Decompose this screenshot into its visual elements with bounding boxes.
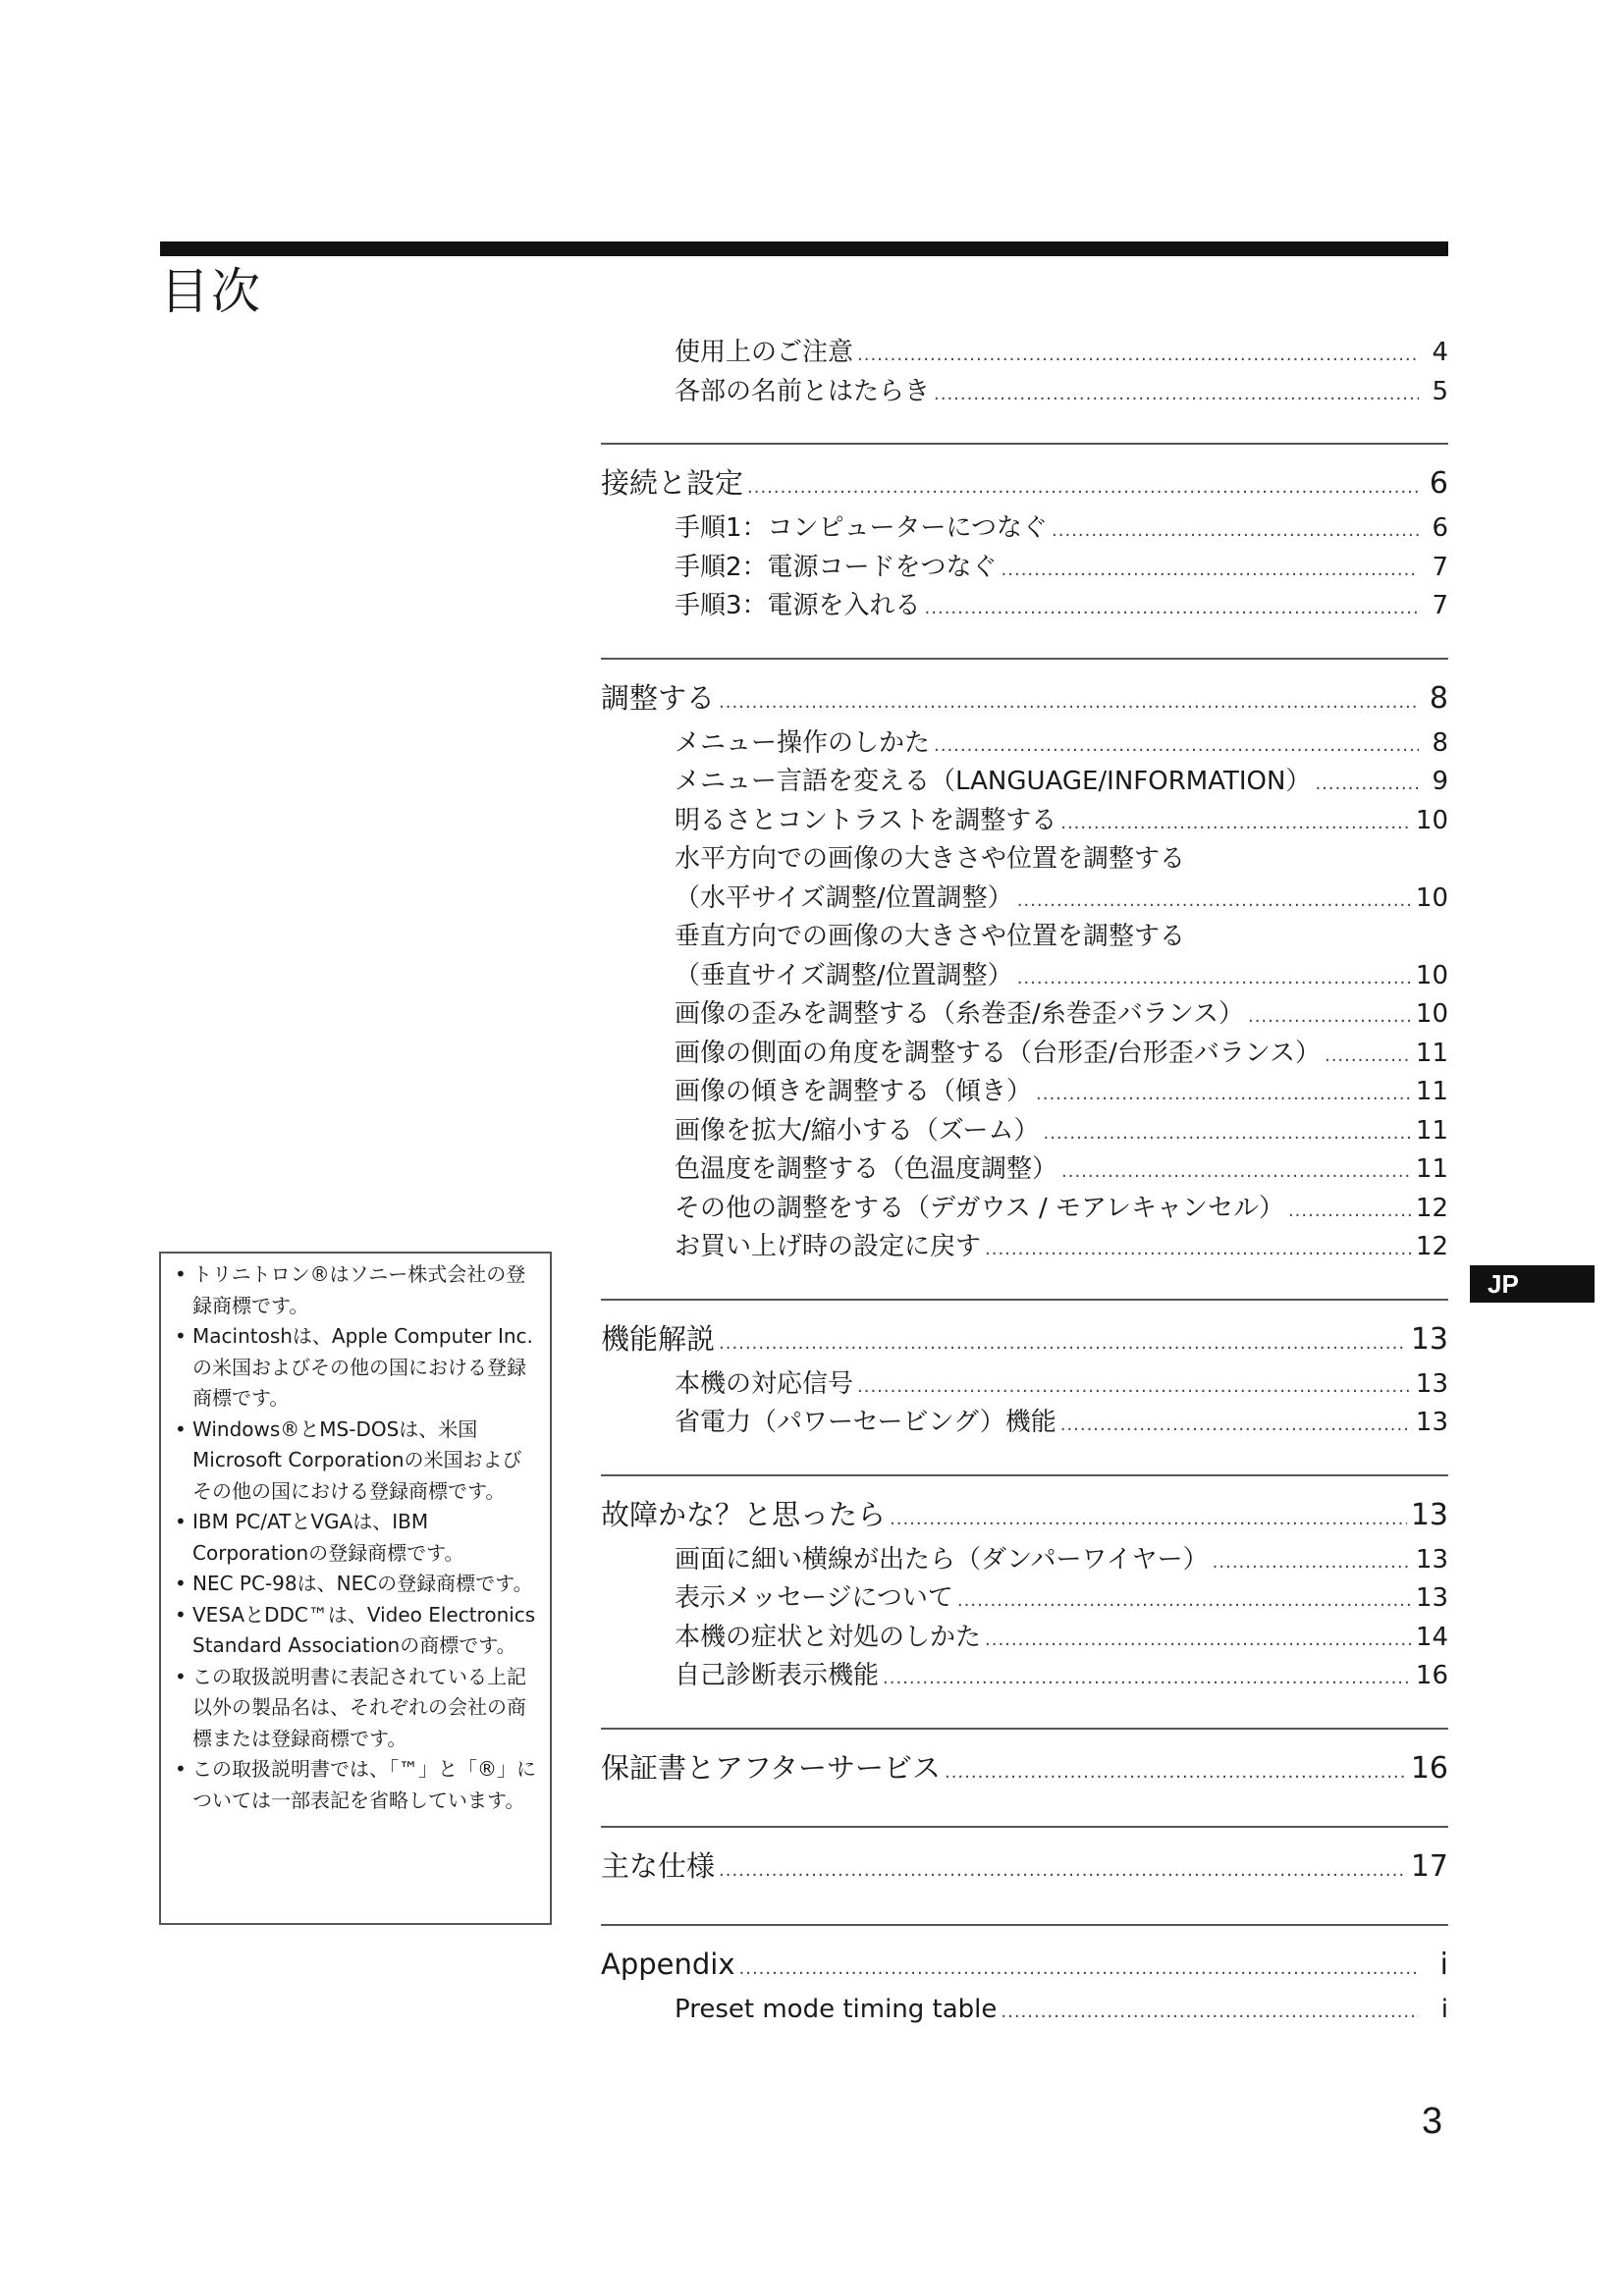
toc-entry-label: （水平サイズ調整/位置調整）: [675, 882, 1013, 913]
toc-section: [601, 1299, 1448, 1443]
toc-entry[interactable]: [601, 1404, 1448, 1443]
toc-page-number: 10: [1415, 960, 1448, 990]
toc-page-number: 13: [1415, 1544, 1448, 1575]
toc-page-number: 17: [1410, 1848, 1448, 1884]
toc-entry[interactable]: [601, 1228, 1448, 1267]
toc-page-number: 6: [1429, 466, 1448, 501]
dot-leader: [1060, 1406, 1412, 1445]
toc-section: [601, 1826, 1448, 1893]
trademark-list: [171, 1259, 540, 1816]
trademark-item: • Macintoshは、Apple Computer Inc.の米国およびその他の国における登録商標です。: [171, 1321, 540, 1415]
trademark-item: • Windows®とMS-DOSは、米国Microsoft Corporationの米国およびその他の国における登録商標です。: [171, 1415, 540, 1508]
trademark-item: • IBM PC/ATとVGAは、IBM Corporationの登録商標です。: [171, 1507, 540, 1569]
toc-entry-label: 水平方向での画像の大きさや位置を調整する: [675, 844, 1186, 874]
toc-entry-label: 画像を拡大/縮小する（ズーム）: [675, 1115, 1040, 1146]
toc-section: [601, 1728, 1448, 1794]
table-of-contents: [601, 334, 1448, 2029]
dot-leader: [985, 1230, 1412, 1269]
toc-entry-label: 保証書とアフターサービス: [601, 1750, 941, 1785]
toc-entry[interactable]: [601, 1150, 1448, 1190]
dot-leader: [1315, 765, 1419, 804]
toc-entry[interactable]: [601, 373, 1448, 412]
dot-leader: [1288, 1192, 1412, 1231]
language-tab: JP: [1470, 1265, 1595, 1303]
toc-entry[interactable]: [601, 957, 1448, 996]
dot-leader: [1001, 551, 1419, 590]
toc-section: [601, 1924, 1448, 2030]
toc-entry[interactable]: [601, 587, 1448, 626]
toc-heading-entry[interactable]: [601, 456, 1448, 509]
toc-page-number: 7: [1432, 591, 1448, 620]
dot-leader: [1052, 511, 1419, 551]
dot-leader: [747, 461, 1419, 514]
toc-entry-label: 省電力（パワーセービング）機能: [675, 1408, 1056, 1437]
toc-entry-label: 明るさとコントラストを調整する: [675, 805, 1057, 835]
toc-entry[interactable]: [601, 724, 1448, 764]
toc-entry[interactable]: [601, 763, 1448, 802]
toc-entry[interactable]: [601, 1657, 1448, 1696]
toc-entry-label: 使用上のご注意: [675, 338, 854, 367]
toc-entry-label: Preset mode timing table: [675, 1994, 998, 2024]
toc-page-number: 10: [1415, 805, 1448, 835]
title-rule: [160, 241, 1448, 256]
toc-entry-label: 画像の歪みを調整する（糸巻歪/糸巻歪バランス）: [675, 999, 1244, 1029]
toc-page-number: 16: [1415, 1661, 1448, 1690]
toc-page-number: 16: [1410, 1750, 1448, 1786]
toc-section: [601, 658, 1448, 1267]
toc-page-number: 13: [1415, 1583, 1448, 1613]
toc-page-number: 10: [1415, 999, 1448, 1029]
dot-leader: [934, 375, 1419, 414]
toc-entry-label: 故障かな？と思ったら: [601, 1497, 887, 1531]
toc-entry[interactable]: [601, 802, 1448, 841]
trademark-item: • この取扱説明書では、「™」と「®」については一部表記を省略しています。: [171, 1754, 540, 1816]
dot-leader: [857, 1367, 1412, 1407]
dot-leader: [957, 1581, 1412, 1621]
trademark-item: • VESAとDDC™は、Video Electronics Standard Associationの商標です。: [171, 1600, 540, 1662]
page-number: 3: [1422, 2101, 1443, 2142]
toc-entry-label: 表示メッセージについて: [675, 1583, 953, 1613]
toc-section: [601, 443, 1448, 626]
dot-leader: [985, 1621, 1412, 1660]
toc-entry[interactable]: [601, 1579, 1448, 1619]
toc-entry-label: 画像の傾きを調整する（傾き）: [675, 1077, 1033, 1106]
toc-heading-entry[interactable]: [601, 1938, 1448, 1991]
toc-entry-label: 各部の名前とはたらき: [675, 376, 931, 406]
toc-heading-entry[interactable]: [601, 671, 1448, 724]
toc-entry-label: 画面に細い横線が出たら（ダンパーワイヤー）: [675, 1544, 1209, 1575]
toc-entry[interactable]: [601, 509, 1448, 549]
trademark-notice-box: [159, 1252, 552, 1925]
toc-page-number: 11: [1415, 1154, 1448, 1184]
toc-page-number: i: [1439, 1947, 1448, 1982]
toc-page-number: 13: [1410, 1321, 1448, 1357]
toc-entry-label: 自己診断表示機能: [675, 1661, 880, 1690]
dot-leader: [857, 336, 1419, 375]
toc-entry[interactable]: [601, 880, 1448, 919]
toc-page-number: 5: [1432, 376, 1448, 406]
toc-entry[interactable]: [601, 1190, 1448, 1229]
trademark-item: • この取扱説明書に表記されている上記以外の製品名は、それぞれの会社の商標または登録商標です。: [171, 1662, 540, 1755]
toc-entry[interactable]: [601, 918, 1448, 957]
dot-leader: [1060, 804, 1412, 843]
toc-entry-label: 本機の対応信号: [675, 1368, 854, 1399]
toc-entry-label: 手順2：電源コードをつなぐ: [675, 552, 998, 582]
toc-entry-label: Appendix: [601, 1947, 735, 1981]
toc-entry-label: 画像の側面の角度を調整する（台形歪/台形歪バランス）: [675, 1038, 1321, 1068]
toc-entry[interactable]: [601, 1073, 1448, 1112]
toc-entry[interactable]: [601, 840, 1448, 880]
page-title: 目次: [160, 263, 262, 320]
dot-leader: [1036, 1075, 1412, 1114]
toc-page-number: 13: [1410, 1497, 1448, 1532]
dot-leader: [934, 726, 1419, 766]
toc-page-number: 8: [1429, 680, 1448, 716]
toc-entry-label: 色温度を調整する（色温度調整）: [675, 1154, 1058, 1184]
dot-leader: [1213, 1543, 1412, 1582]
toc-page-number: i: [1440, 1994, 1448, 2024]
dot-leader: [719, 1317, 1407, 1370]
toc-entry-label: 主な仕様: [601, 1848, 716, 1883]
toc-page-number: 13: [1415, 1408, 1448, 1437]
dot-leader: [1017, 959, 1412, 998]
toc-entry[interactable]: [601, 549, 1448, 588]
toc-page-number: 9: [1432, 767, 1448, 796]
toc-entry[interactable]: [601, 1112, 1448, 1151]
dot-leader: [1325, 1037, 1412, 1076]
trademark-item: • NEC PC-98は、NECの登録商標です。: [171, 1569, 540, 1600]
toc-page-number: 6: [1432, 513, 1448, 543]
toc-heading-entry[interactable]: [601, 1312, 1448, 1365]
toc-entry[interactable]: [601, 995, 1448, 1035]
toc-entry-label: （垂直サイズ調整/位置調整）: [675, 960, 1013, 990]
toc-entry-label: 機能解説: [601, 1321, 716, 1356]
toc-page-number: 11: [1415, 1038, 1448, 1068]
toc-entry-label: 手順3：電源を入れる: [675, 591, 921, 620]
toc-heading-entry[interactable]: [601, 1741, 1448, 1794]
toc-page-number: 12: [1415, 1193, 1448, 1223]
dot-leader: [945, 1746, 1407, 1799]
toc-entry-label: メニュー操作のしかた: [675, 727, 931, 758]
toc-page-number: 11: [1415, 1115, 1448, 1146]
toc-entry[interactable]: [601, 1619, 1448, 1658]
toc-entry-label: メニュー言語を変える（LANGUAGE/INFORMATION）: [675, 767, 1312, 796]
toc-entry[interactable]: [601, 1035, 1448, 1074]
toc-entry-label: 接続と設定: [601, 466, 744, 500]
toc-page-number: 11: [1415, 1077, 1448, 1106]
toc-entry-label: 本機の症状と対処のしかた: [675, 1622, 982, 1652]
toc-heading-entry[interactable]: [601, 1840, 1448, 1893]
dot-leader: [1017, 881, 1412, 921]
toc-heading-entry[interactable]: [601, 1488, 1448, 1541]
toc-entry-label: 手順1：コンピューターにつなぐ: [675, 513, 1049, 543]
toc-entry-label: 調整する: [601, 680, 716, 715]
dot-leader: [719, 676, 1419, 729]
dot-leader: [719, 1844, 1407, 1897]
toc-entry[interactable]: [601, 1991, 1448, 2030]
toc-page-number: 10: [1415, 882, 1448, 913]
toc-page-number: 12: [1415, 1232, 1448, 1261]
dot-leader: [925, 589, 1419, 628]
dot-leader: [890, 1493, 1407, 1546]
dot-leader: [883, 1659, 1412, 1698]
dot-leader: [1061, 1152, 1412, 1192]
toc-entry-label: その他の調整をする（デガウス / モアレキャンセル）: [675, 1193, 1284, 1223]
toc-page-number: 13: [1415, 1368, 1448, 1399]
toc-entry[interactable]: [601, 1365, 1448, 1405]
toc-page-number: 14: [1415, 1622, 1448, 1652]
toc-page-number: 4: [1432, 338, 1448, 367]
toc-section: [601, 334, 1448, 411]
dot-leader: [1043, 1114, 1411, 1153]
toc-page-number: 8: [1432, 727, 1448, 758]
dot-leader: [739, 1943, 1419, 1996]
dot-leader: [1001, 1993, 1419, 2032]
trademark-item: • トリニトロン®はソニー株式会社の登録商標です。: [171, 1259, 540, 1321]
toc-entry-label: 垂直方向での画像の大きさや位置を調整する: [675, 922, 1186, 951]
toc-section: [601, 1474, 1448, 1696]
dot-leader: [1248, 997, 1412, 1037]
toc-entry[interactable]: [601, 1541, 1448, 1580]
toc-page-number: 7: [1432, 552, 1448, 582]
toc-entry[interactable]: [601, 334, 1448, 373]
toc-entry-label: お買い上げ時の設定に戻す: [675, 1232, 982, 1261]
